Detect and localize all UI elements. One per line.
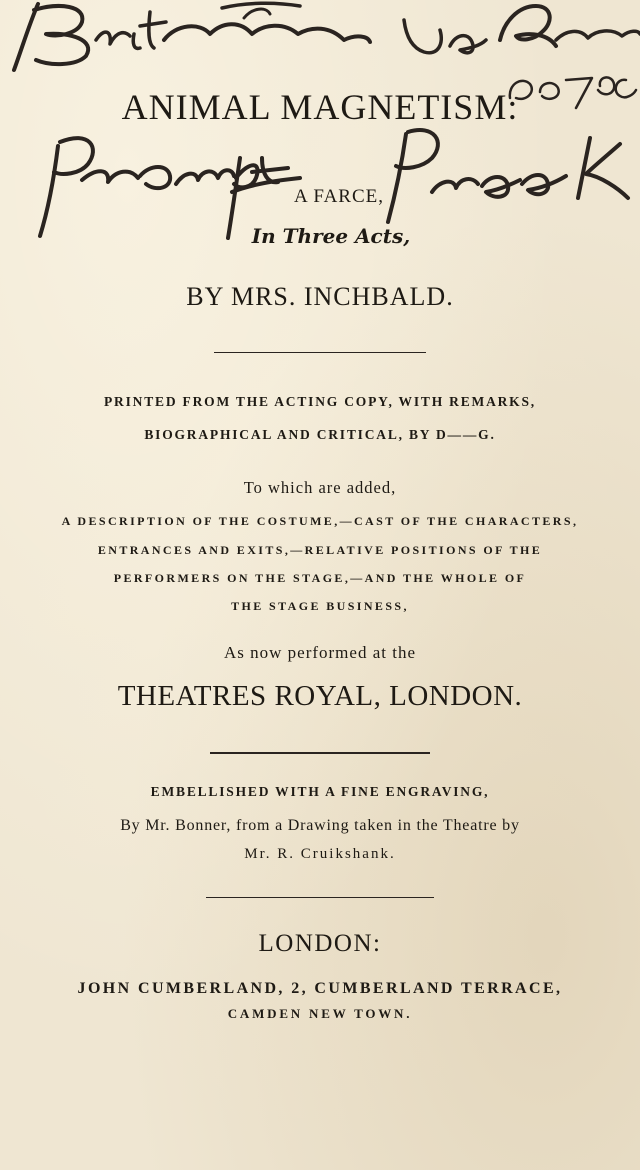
book-subtitle: A FARCE,: [293, 186, 384, 207]
book-title: ANIMAL MAGNETISM:: [121, 87, 519, 127]
divider-rule: [206, 897, 434, 898]
performed-line: As now performed at the: [223, 643, 416, 662]
description-line: PERFORMERS ON THE STAGE,—AND THE WHOLE OF: [113, 571, 527, 585]
divider-rule: [214, 352, 426, 353]
artist-line: Mr. R. Cruikshank.: [244, 846, 396, 862]
description-line: A DESCRIPTION OF THE COSTUME,—CAST OF THE CHARACTERS,: [61, 514, 579, 528]
printed-from-line: PRINTED FROM THE ACTING COPY, WITH REMARKS,: [104, 394, 536, 409]
imprint-city: LONDON:: [258, 930, 382, 957]
divider-rule: [210, 752, 430, 754]
acts-line: In Three Acts,: [251, 224, 411, 248]
biographical-line: BIOGRAPHICAL AND CRITICAL, BY D——G.: [144, 427, 496, 442]
author-line: BY MRS. INCHBALD.: [186, 282, 454, 311]
publisher-address: CAMDEN NEW TOWN.: [227, 1006, 413, 1021]
theatres-line: THEATRES ROYAL, LONDON.: [117, 680, 523, 712]
description-line: ENTRANCES AND EXITS,—RELATIVE POSITIONS OF THE: [97, 543, 543, 557]
publisher-line: JOHN CUMBERLAND, 2, CUMBERLAND TERRACE,: [77, 980, 563, 997]
description-line: THE STAGE BUSINESS,: [231, 599, 409, 613]
added-intro-line: To which are added,: [243, 478, 397, 497]
engraver-line: By Mr. Bonner, from a Drawing taken in the Theatre by: [120, 817, 520, 834]
embellished-line: EMBELLISHED WITH A FINE ENGRAVING,: [150, 784, 490, 799]
